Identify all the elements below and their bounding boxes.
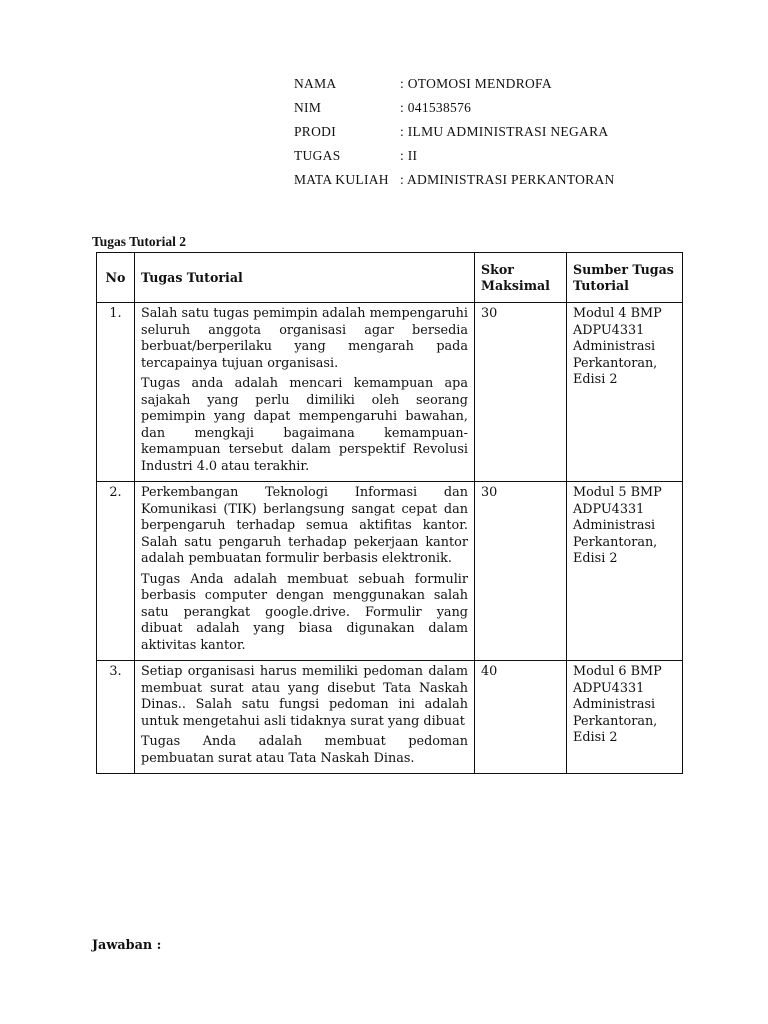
identity-label: TUGAS <box>294 148 341 163</box>
identity-row-name <box>294 76 615 100</box>
score-cell: 30 <box>475 303 567 482</box>
table-caption: Tugas Tutorial 2 <box>92 234 187 249</box>
task-paragraph: Salah satu tugas pemimpin adalah mempengaruhi seluruh anggota organisasi agar bersedia berbuat/berperilaku yang mengarah pada tercapainya tujuan organisasi. <box>141 306 468 371</box>
source-cell: Modul 5 BMP ADPU4331 Administrasi Perkantoran, Edisi 2 <box>567 482 683 661</box>
header-source: Sumber Tugas Tutorial <box>567 253 683 303</box>
identity-row-mata-kuliah <box>294 172 615 196</box>
header-score: Skor Maksimal <box>475 253 567 303</box>
identity-row-prodi <box>294 124 615 148</box>
identity-label: NIM <box>294 100 322 115</box>
table-header-row <box>97 253 683 303</box>
table-row <box>97 303 683 482</box>
score-cell: 30 <box>475 482 567 661</box>
identity-value: : ADMINISTRASI PERKANTORAN <box>400 172 615 187</box>
identity-value: : OTOMOSI MENDROFA <box>400 76 552 91</box>
task-cell <box>135 303 475 482</box>
identity-value: : 041538576 <box>400 100 472 115</box>
header-no: No <box>97 253 135 303</box>
answer-label: Jawaban : <box>92 938 162 953</box>
row-number: 1. <box>97 303 135 482</box>
student-identity-block <box>294 76 615 196</box>
identity-value: : ILMU ADMINISTRASI NEGARA <box>400 124 609 139</box>
task-cell <box>135 661 475 774</box>
score-cell: 40 <box>475 661 567 774</box>
row-number: 3. <box>97 661 135 774</box>
tutorial-task-table <box>96 252 683 774</box>
table-row <box>97 661 683 774</box>
task-paragraph: Perkembangan Teknologi Informasi dan Komunikasi (TIK) berlangsung sangat cepat dan berpengaruh terhadap semua aktifitas kantor. Salah satu pengaruh terhadap pekerjaan kantor adalah pembuatan formulir berbasis elektronik. <box>141 485 468 566</box>
identity-row-nim <box>294 100 615 124</box>
identity-label: PRODI <box>294 124 337 139</box>
task-paragraph: Setiap organisasi harus memiliki pedoman dalam membuat surat atau yang disebut Tata Naskah Dinas.. Salah satu fungsi pedoman ini adalah untuk mengetahui asli tidaknya surat yang dibuat <box>141 664 468 729</box>
task-paragraph: Tugas anda adalah mencari kemampuan apa sajakah yang perlu dimiliki oleh seorang pemimpin yang dapat mempengaruhi bawahan, dan mengkaji bagaimana kemampuan-kemampuan tersebut dalam perspektif Revolusi Industri 4.0 atau terakhir. <box>141 376 468 474</box>
task-cell <box>135 482 475 661</box>
row-number: 2. <box>97 482 135 661</box>
source-cell: Modul 4 BMP ADPU4331 Administrasi Perkantoran, Edisi 2 <box>567 303 683 482</box>
identity-row-tugas <box>294 148 615 172</box>
table-row <box>97 482 683 661</box>
header-task: Tugas Tutorial <box>135 253 475 303</box>
identity-label: NAMA <box>294 76 337 91</box>
identity-value: : II <box>400 148 418 163</box>
identity-label: MATA KULIAH <box>294 172 389 187</box>
task-paragraph: Tugas Anda adalah membuat pedoman pembuatan surat atau Tata Naskah Dinas. <box>141 734 468 766</box>
source-cell: Modul 6 BMP ADPU4331 Administrasi Perkantoran, Edisi 2 <box>567 661 683 774</box>
task-paragraph: Tugas Anda adalah membuat sebuah formulir berbasis computer dengan menggunakan salah satu perangkat google.drive. Formulir yang dibuat adalah yang biasa digunakan dalam aktivitas kantor. <box>141 571 468 653</box>
